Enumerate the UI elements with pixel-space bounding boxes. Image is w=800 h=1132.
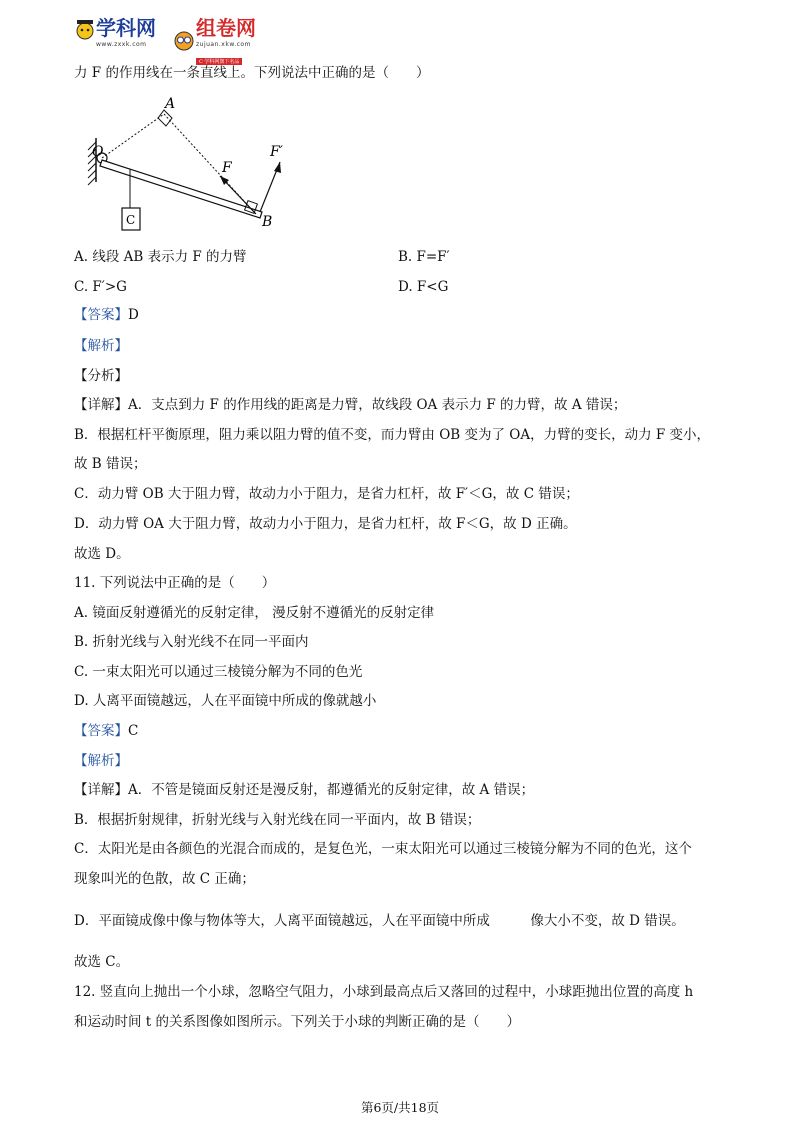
- q11-option-b: B. 折射光线与入射光线不在同一平面内: [74, 634, 309, 650]
- q12-stem-2: 和运动时间 t 的关系图像如图所示。下列关于小球的判断正确的是（ ）: [74, 1014, 521, 1030]
- q11-conclusion: 故选 C。: [74, 954, 130, 970]
- q10-detail-2: B．根据杠杆平衡原理，阻力乘以阻力臂的值不变，而力臂由 OB 变为了 OA，力臂的变长，动力 F 变小，: [74, 427, 711, 443]
- q10-option-c: C. F′>G: [74, 279, 127, 295]
- q11-analysis-tag: 【解析】: [74, 753, 128, 769]
- logo2-tag: C 学科网旗下名品: [196, 58, 242, 65]
- q11-detail-1: 【详解】A．不管是镜面反射还是漫反射，都遵循光的反射定律，故 A 错误；: [74, 782, 535, 798]
- label-B: B: [262, 214, 273, 230]
- q10-detail-5: D．动力臂 OA 大于阻力臂，故动力小于阻力，是省力杠杆，故 F＜G，故 D 正确。: [74, 516, 577, 532]
- q11-detail-2: B．根据折射规律，折射光线与入射光线在同一平面内，故 B 错误；: [74, 812, 481, 828]
- q10-fenxi-tag: 【分析】: [74, 368, 128, 384]
- q10-detail-1: 【详解】A．支点到力 F 的作用线的距离是力臂，故线段 OA 表示力 F 的力臂，故 A 错误；: [74, 397, 627, 413]
- q10-detail-4: C．动力臂 OB 大于阻力臂，故动力小于阻力，是省力杠杆，故 F′＜G，故 C 错误；: [74, 486, 579, 502]
- label-F-prime: F′: [270, 144, 283, 160]
- q10-option-b: B. F=F′: [398, 249, 450, 265]
- q11-option-a: A. 镜面反射遵循光的反射定律， 漫反射不遵循光的反射定律: [74, 605, 435, 621]
- mascot-icon: [172, 27, 196, 53]
- logo2-title: 组卷网: [196, 16, 256, 40]
- q10-analysis-tag: 【解析】: [74, 338, 128, 354]
- page-footer: 第6页/共18页: [360, 1100, 440, 1115]
- q11-detail-5: D．平面镜成像中像与物体等大，人离平面镜越远，人在平面镜中所成 像大小不变，故 D 错误。: [74, 913, 685, 929]
- logo2-url: zujuan.xkw.com: [196, 41, 251, 48]
- logo1-title: 学科网: [96, 16, 156, 40]
- q10-option-d: D. F<G: [398, 279, 449, 295]
- label-A: A: [165, 96, 176, 112]
- q11-stem: 11. 下列说法中正确的是（ ）: [74, 575, 276, 591]
- zujuan-logo: [172, 12, 256, 67]
- q11-detail-3: C．太阳光是由各颜色的光混合而成的，是复色光，一束太阳光可以通过三棱镜分解为不同的色光，这个: [74, 841, 692, 857]
- q11-detail-4: 现象叫光的色散，故 C 正确；: [74, 871, 255, 887]
- q11-option-d: D. 人离平面镜越远，人在平面镜中所成的像就越小: [74, 693, 377, 709]
- q10-stem: 力 F 的作用线在一条直线上。下列说法中正确的是（ ）: [74, 65, 430, 81]
- lever-figure: [84, 94, 294, 234]
- q11-option-c: C. 一束太阳光可以通过三棱镜分解为不同的色光: [74, 664, 363, 680]
- zxxk-logo: [74, 12, 156, 48]
- q11-answer: 【答案】C: [74, 723, 139, 739]
- label-O: O: [92, 144, 104, 160]
- q10-conclusion: 故选 D。: [74, 546, 130, 562]
- q10-detail-3: 故 B 错误；: [74, 456, 147, 472]
- q10-answer: 【答案】D: [74, 307, 139, 323]
- q10-option-a: A. 线段 AB 表示力 F 的力臂: [74, 249, 247, 265]
- q12-stem-1: 12. 竖直向上抛出一个小球，忽略空气阻力，小球到最高点后又落回的过程中，小球距抛出位置的高度 h: [74, 984, 694, 1000]
- logo1-url: www.zxxk.com: [96, 41, 147, 48]
- label-F: F: [222, 160, 232, 176]
- mascot-icon: [74, 17, 96, 43]
- label-C: C: [126, 213, 136, 227]
